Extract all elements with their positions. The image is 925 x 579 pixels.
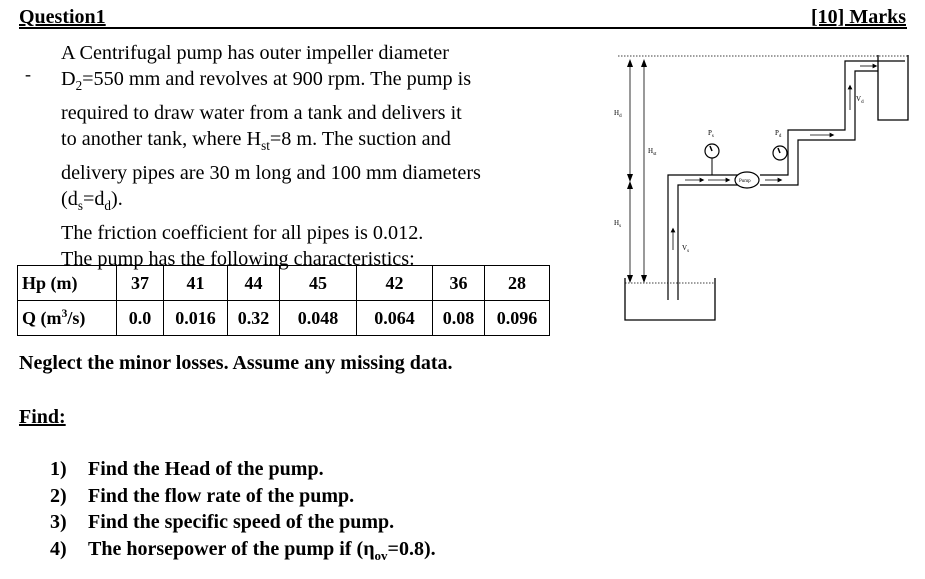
table-cell: 0.096 <box>485 301 550 336</box>
list-item: 1) Find the Head of the pump. <box>50 458 324 480</box>
header-rule <box>19 27 907 29</box>
pump-characteristics-table <box>17 265 550 336</box>
table-cell: 0.0 <box>117 301 164 336</box>
table-cell: 37 <box>117 266 164 301</box>
table-header-cell: Q $(m^3/s)$ <box>18 301 117 336</box>
hst-label: $H_{st}$ <box>648 147 657 157</box>
marks-label: [10] Marks <box>811 6 906 28</box>
vd-label: $V_d$ <box>856 95 864 105</box>
list-item: 2) Find the flow rate of the pump. <box>50 484 355 507</box>
ps-label: $P_s$ <box>708 129 714 139</box>
table-cell: 0.08 <box>433 301 485 336</box>
hd-label: $H_d$ <box>614 109 622 119</box>
problem-statement <box>61 40 536 272</box>
problem-line: The pump has the following characteristics: <box>61 247 415 270</box>
table-cell: 0.32 <box>228 301 280 336</box>
arrow-icon <box>627 59 633 67</box>
suction-pipe <box>668 175 740 300</box>
upper-tank <box>878 55 908 120</box>
table-cell: 28 <box>485 266 550 301</box>
table-cell: 0.016 <box>164 301 228 336</box>
lower-tank <box>625 278 715 320</box>
pump-label: Pump <box>739 179 751 184</box>
table-row <box>18 301 550 336</box>
table-cell: 0.048 <box>280 301 357 336</box>
task-list <box>50 456 436 569</box>
problem-line: delivery pipes are 30 m long and 100 mm diameters <box>61 161 481 184</box>
problem-line: $D_2=550$ mm and revolves at 900 rpm. The pump is <box>61 68 472 94</box>
arrow-icon <box>627 181 633 189</box>
pump-system-diagram <box>610 35 915 325</box>
arrow-icon <box>627 275 633 283</box>
problem-line: required to draw water from a tank and delivers it <box>61 101 462 124</box>
hs-label: $H_s$ <box>614 219 622 229</box>
delivery-pipe-inner <box>760 71 878 185</box>
table-row <box>18 266 550 301</box>
arrow-icon <box>641 275 647 283</box>
arrow-icon <box>627 174 633 182</box>
table-header-cell: Hp (m) <box>18 266 117 301</box>
vs-label: $V_s$ <box>682 244 690 254</box>
problem-line: $(d_s=d_d)$. <box>61 188 123 214</box>
find-heading: Find: <box>19 406 66 428</box>
bullet-dash: - <box>25 64 31 84</box>
problem-line: The friction coefficient for all pipes is 0.012. <box>61 221 424 244</box>
problem-line: to another tank, where $H_{st}=8$ m. The suction and <box>61 128 451 154</box>
list-item: 4) The horsepower of the pump if $(\eta_{ov}=0.8)$. <box>50 537 436 563</box>
list-item: 3) Find the specific speed of the pump. <box>50 511 395 533</box>
assumption-note: Neglect the minor losses. Assume any missing data. <box>19 352 453 374</box>
table-cell: 0.064 <box>357 301 433 336</box>
arrow-icon <box>641 59 647 67</box>
table-cell: 44 <box>228 266 280 301</box>
problem-line: A Centrifugal pump has outer impeller diameter <box>61 42 449 64</box>
table-cell: 41 <box>164 266 228 301</box>
table-cell: 36 <box>433 266 485 301</box>
table-cell: 42 <box>357 266 433 301</box>
question-title: Question1 <box>19 6 106 28</box>
table-cell: 45 <box>280 266 357 301</box>
pd-label: $P_d$ <box>775 129 782 139</box>
